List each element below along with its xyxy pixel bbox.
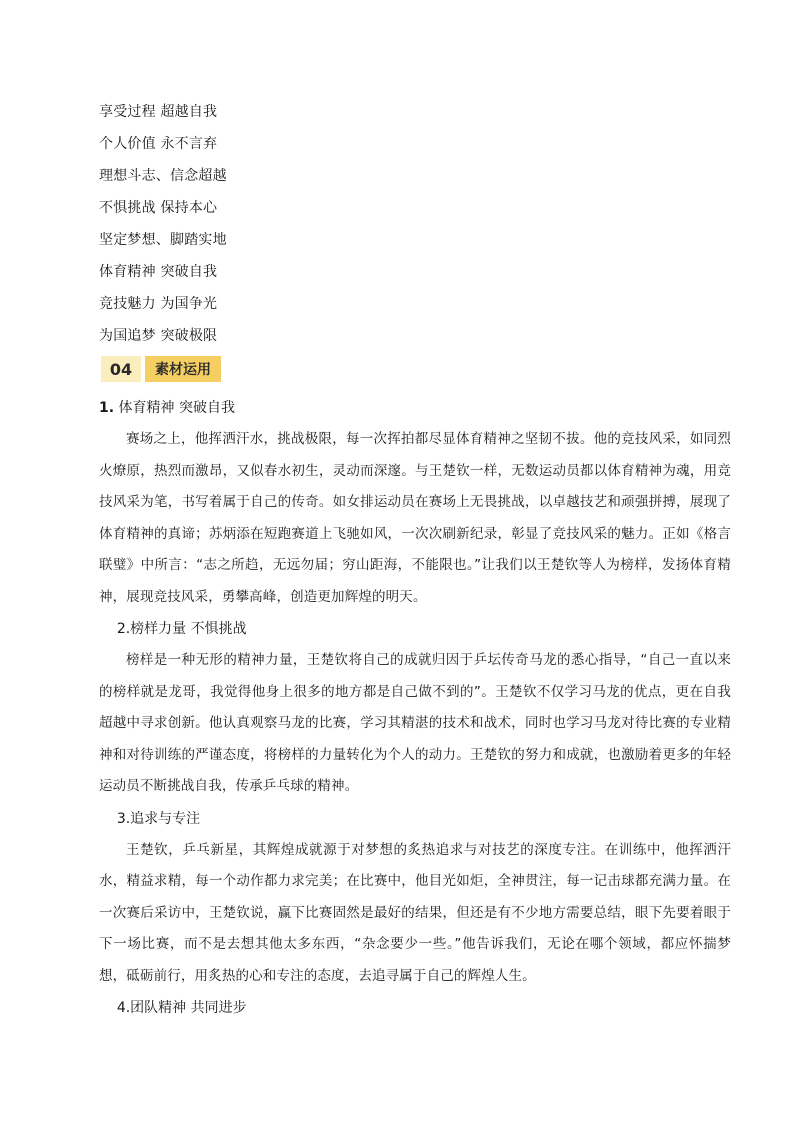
material-heading-text: 体育精神 突破自我: [114, 400, 235, 416]
material-heading-text: 追求与专注: [130, 810, 201, 827]
section-header: [101, 356, 221, 382]
material-heading-1: [99, 392, 731, 424]
topic-item: 个人价值 永不言弃: [99, 136, 218, 152]
material-paragraph-2: 榜样是一种无形的精神力量，王楚钦将自己的成就归因于乒坛传奇马龙的悉心指导，“自己一直以来的榜样就是龙哥，我觉得他身上很多的地方都是自己做不到的”。王楚钦不仅学习马龙的优点，更在自我超越中寻求创新。他认真观察马龙的比赛，学习其精湛的技术和战术，同时也学习马龙对待比赛的专业精神和对待训练的严谨态度，将榜样的力量转化为个人的动力。王楚钦的努力和成就，也激励着更多的年轻运动员不断挑战自我，传承乒乓球的精神。: [99, 652, 731, 794]
material-heading-text: 榜样力量 不惧挑战: [130, 621, 247, 637]
material-number: 2.: [116, 621, 131, 637]
topic-item: 理想斗志、信念超越: [99, 168, 227, 184]
topic-item: 体育精神 突破自我: [99, 264, 218, 280]
topic-item: 坚定梦想、脚踏实地: [99, 232, 227, 248]
topic-item: 为国追梦 突破极限: [99, 328, 218, 344]
material-number: 3.: [116, 810, 131, 827]
material-paragraph-3: 王楚钦，乒乓新星，其辉煌成就源于对梦想的炙热追求与对技艺的深度专注。在训练中，他挥洒汗水，精益求精，每一个动作都力求完美；在比赛中，他目光如炬，全神贯注，每一记击球都充满力量。在一次赛后采访中，王楚钦说，赢下比赛固然是最好的结果，但还是有不少地方需要总结，眼下先要着眼于下一场比赛，而不是去想其他太多东西，“杂念要少一些。”他告诉我们，无论在哪个领域，都应怀揣梦想，砥砺前行，用炙热的心和专注的态度，去追寻属于自己的辉煌人生。: [99, 841, 731, 984]
material-heading-text: 团队精神 共同进步: [130, 1000, 247, 1016]
material-heading-4: [99, 992, 731, 1024]
material-heading-2: [99, 613, 731, 645]
section-title: 素材运用: [145, 356, 221, 382]
topic-item: 享受过程 超越自我: [99, 104, 218, 120]
materials-body: [99, 392, 731, 1024]
topic-item: 竞技魅力 为国争光: [99, 296, 218, 312]
material-number: 4.: [116, 1000, 131, 1016]
material-heading-3: [99, 803, 731, 835]
topic-item: 不惧挑战 保持本心: [99, 200, 218, 216]
topic-list: [99, 99, 227, 355]
material-paragraph-1: 赛场之上，他挥洒汗水，挑战极限，每一次挥拍都尽显体育精神之坚韧不拔。他的竞技风采，如同烈火燎原，热烈而激昂，又似春水初生，灵动而深邃。与王楚钦一样，无数运动员都以体育精神为魂，用竞技风采为笔，书写着属于自己的传奇。如女排运动员在赛场上无畏挑战，以卓越技艺和顽强拼搏，展现了体育精神的真谛；苏炳添在短跑赛道上飞驰如风，一次次刷新纪录，彰显了竞技风采的魅力。正如《格言联璧》中所言：“志之所趋，无远勿届；穷山距海，不能限也。”让我们以王楚钦等人为榜样，发扬体育精神，展现竞技风采，勇攀高峰，创造更加辉煌的明天。: [99, 431, 731, 605]
section-number: 04: [101, 356, 141, 382]
material-number: 1.: [99, 400, 115, 416]
